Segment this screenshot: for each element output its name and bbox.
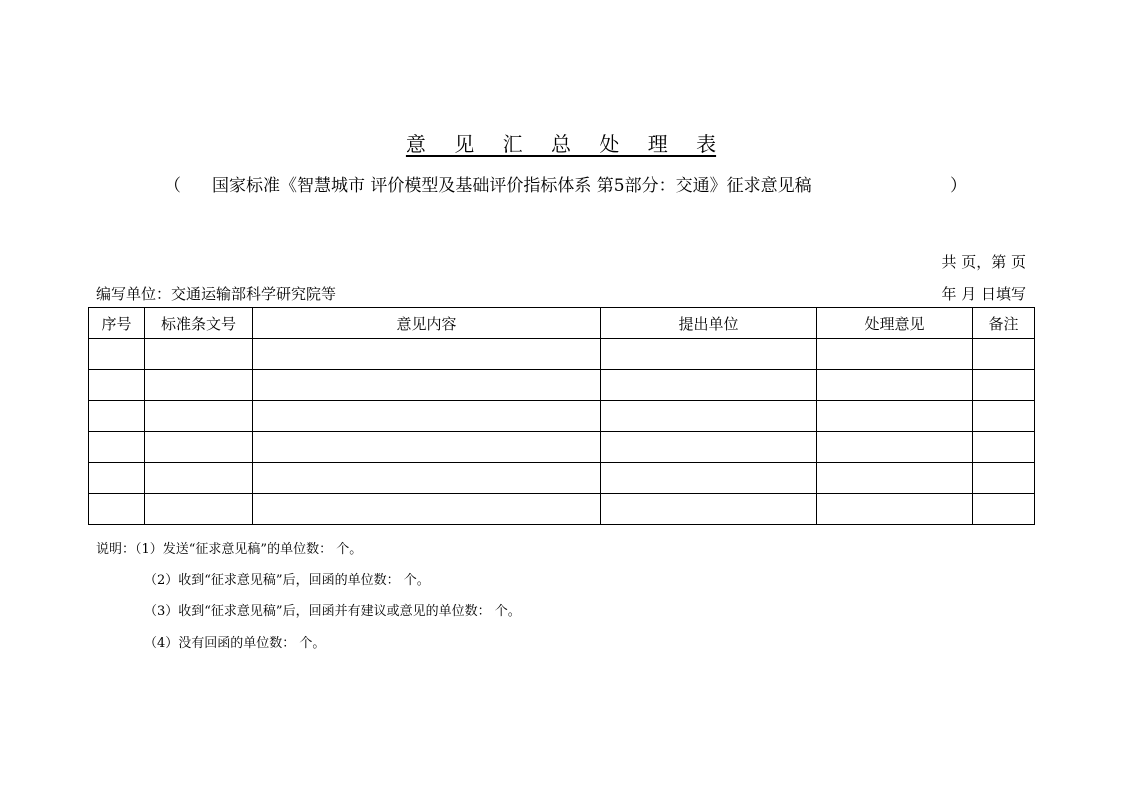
note-3: （3）收到“征求意见稿”后，回函并有建议或意见的单位数： 个。 xyxy=(144,604,521,619)
table-cell[interactable] xyxy=(89,401,145,432)
table-cell[interactable] xyxy=(145,401,253,432)
table-cell[interactable] xyxy=(89,432,145,463)
table-row xyxy=(89,401,1035,432)
table-body xyxy=(89,339,1035,525)
table-cell[interactable] xyxy=(601,432,817,463)
table-cell[interactable] xyxy=(817,432,973,463)
subtitle-text: 国家标准《智慧城市 评价模型及基础评价指标体系 第5部分：交通》征求意见稿 xyxy=(212,176,812,196)
note-2: （2）收到“征求意见稿”后，回函的单位数： 个。 xyxy=(144,573,430,588)
table-cell[interactable] xyxy=(253,339,601,370)
table-row xyxy=(89,339,1035,370)
table-cell[interactable] xyxy=(817,370,973,401)
table-cell[interactable] xyxy=(145,463,253,494)
header-remarks: 备注 xyxy=(973,308,1035,339)
page-info: 共 页，第 页 xyxy=(941,253,1026,271)
form-title-text: 意 见 汇 总 处 理 表 xyxy=(405,132,717,156)
fill-date: 年 月 日填写 xyxy=(941,285,1026,303)
form-title xyxy=(0,128,1122,157)
table-cell[interactable] xyxy=(973,401,1035,432)
table-cell[interactable] xyxy=(973,432,1035,463)
table-row xyxy=(89,370,1035,401)
note-4: （4）没有回函的单位数： 个。 xyxy=(144,636,326,651)
subtitle-close-paren: ） xyxy=(950,176,967,196)
header-handling-opinion: 处理意见 xyxy=(817,308,973,339)
table-cell[interactable] xyxy=(253,401,601,432)
table-cell[interactable] xyxy=(601,401,817,432)
table-cell[interactable] xyxy=(601,339,817,370)
table-cell[interactable] xyxy=(817,494,973,525)
table-cell[interactable] xyxy=(817,401,973,432)
header-clause-no: 标准条文号 xyxy=(145,308,253,339)
table-cell[interactable] xyxy=(973,463,1035,494)
note-1: 说明：（1）发送“征求意见稿”的单位数： 个。 xyxy=(96,542,363,557)
table-cell[interactable] xyxy=(601,463,817,494)
table-cell[interactable] xyxy=(973,339,1035,370)
table-cell[interactable] xyxy=(253,463,601,494)
table-cell[interactable] xyxy=(817,339,973,370)
table-cell[interactable] xyxy=(145,494,253,525)
table-header-row xyxy=(89,308,1035,339)
table-cell[interactable] xyxy=(817,463,973,494)
table-cell[interactable] xyxy=(973,494,1035,525)
table-cell[interactable] xyxy=(89,463,145,494)
table-row xyxy=(89,494,1035,525)
compiling-unit: 编写单位：交通运输部科学研究院等 xyxy=(96,285,337,303)
table-cell[interactable] xyxy=(145,339,253,370)
table-row xyxy=(89,432,1035,463)
subtitle-open-paren: （ xyxy=(164,176,181,196)
table-cell[interactable] xyxy=(601,494,817,525)
table-cell[interactable] xyxy=(601,370,817,401)
table-cell[interactable] xyxy=(253,370,601,401)
table-cell[interactable] xyxy=(89,370,145,401)
table-cell[interactable] xyxy=(253,494,601,525)
table-cell[interactable] xyxy=(89,494,145,525)
table-cell[interactable] xyxy=(89,339,145,370)
header-proposing-unit: 提出单位 xyxy=(601,308,817,339)
table-cell[interactable] xyxy=(253,432,601,463)
table-cell[interactable] xyxy=(145,432,253,463)
table-cell[interactable] xyxy=(973,370,1035,401)
opinion-table xyxy=(88,307,1035,525)
header-serial-no: 序号 xyxy=(89,308,145,339)
header-opinion-content: 意见内容 xyxy=(253,308,601,339)
table-cell[interactable] xyxy=(145,370,253,401)
table-row xyxy=(89,463,1035,494)
